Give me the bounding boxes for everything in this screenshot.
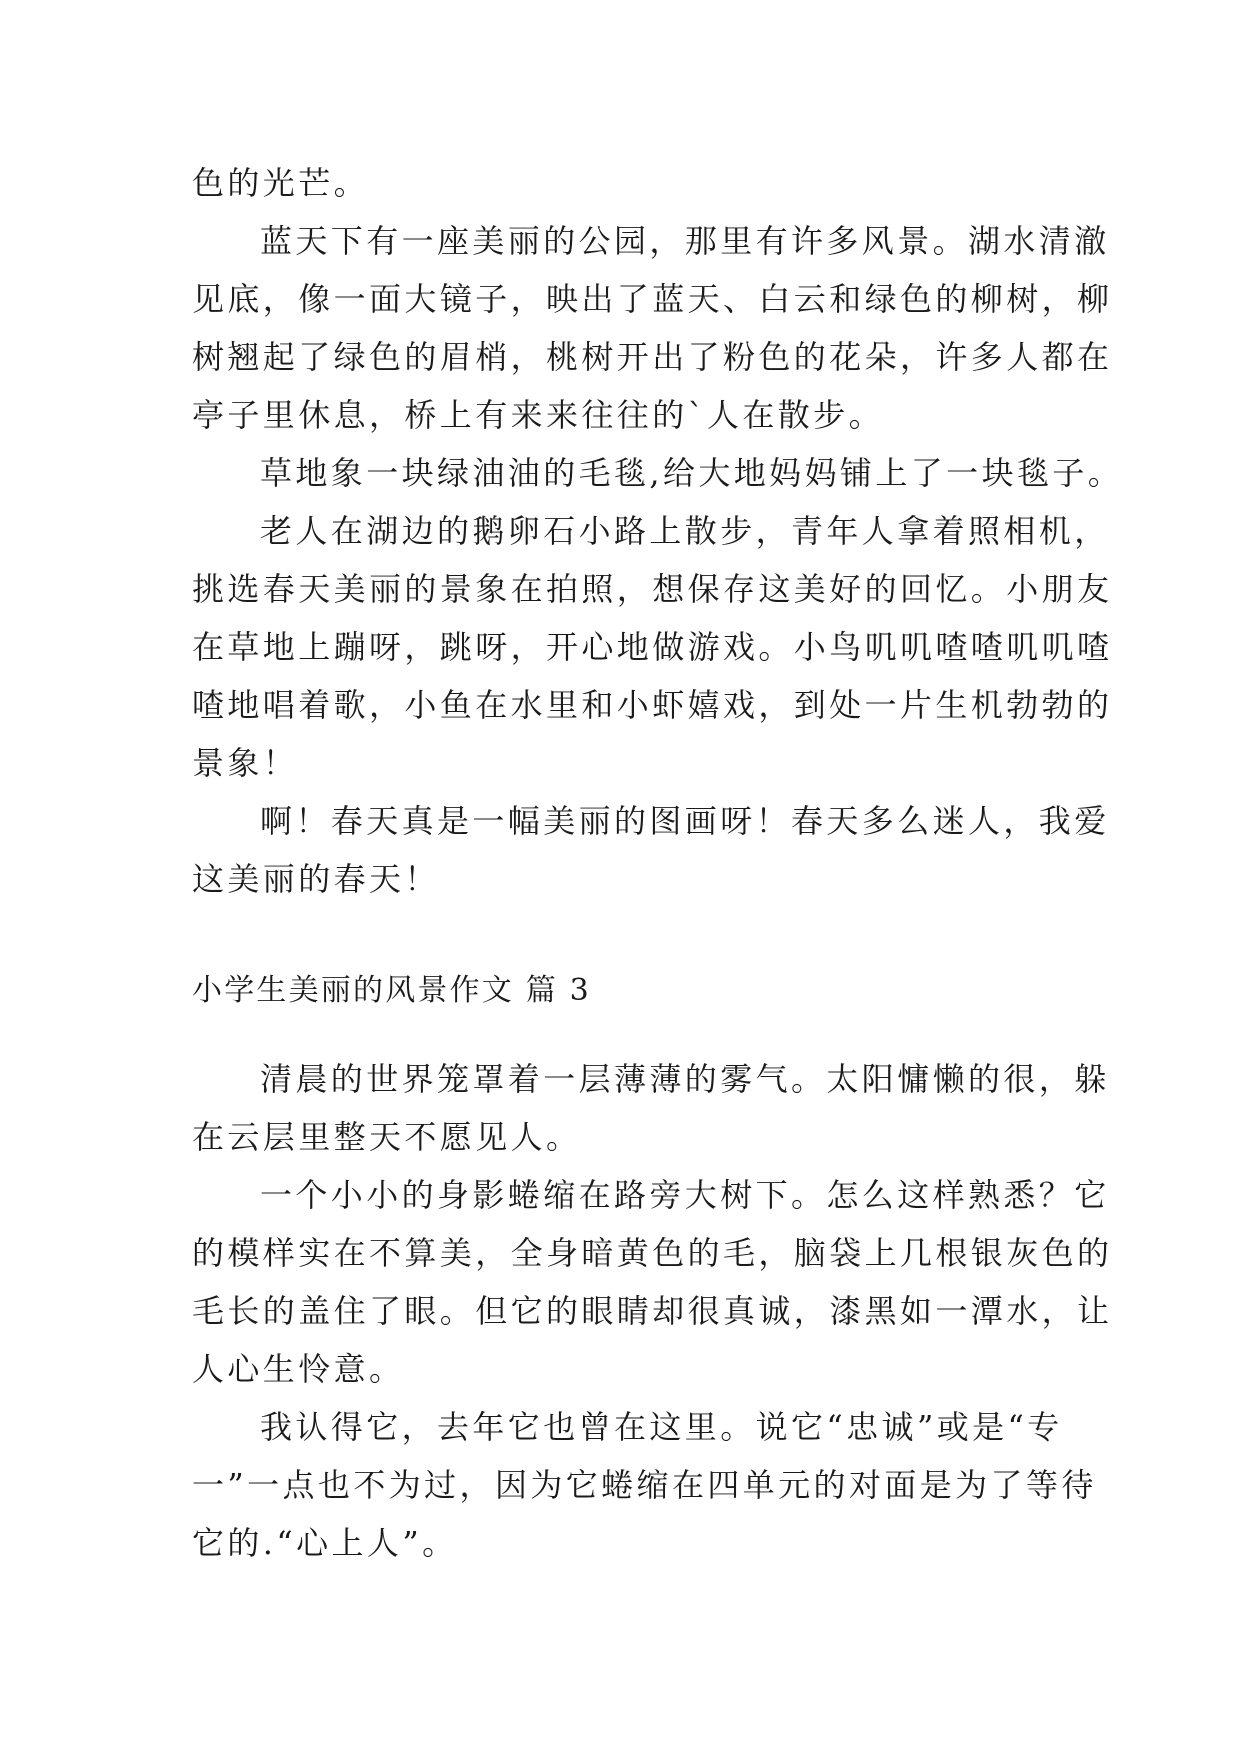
- text-line: 色的光芒。: [192, 164, 370, 202]
- text-line: 的模样实在不算美，全身暗黄色的毛，脑袋上几根银灰色的: [192, 1234, 1113, 1272]
- text-line: 在云层里整天不愿见人。: [192, 1118, 582, 1156]
- text-line: 亭子里休息，桥上有来来往往的`人在散步。: [192, 396, 885, 434]
- text-line: 一”一点也不为过，因为它蜷缩在四单元的对面是为了等待: [192, 1466, 1097, 1504]
- text-line: 挑选春天美丽的景象在拍照，想保存这美好的回忆。小朋友: [192, 570, 1113, 608]
- paragraph-start-line: 草地象一块绿油油的毛毯,给大地妈妈铺上了一块毯子。: [260, 454, 1124, 492]
- paragraph-start-line: 蓝天下有一座美丽的公园，那里有许多风景。湖水清澈: [260, 222, 1110, 260]
- paragraph-start-line: 老人在湖边的鹅卵石小路上散步，青年人拿着照相机，: [260, 512, 1110, 550]
- text-line: 人心生怜意。: [192, 1350, 405, 1388]
- paragraph-start-line: 我认得它，去年它也曾在这里。说它“忠诚”或是“专: [260, 1408, 1063, 1446]
- paragraph-start-line: 啊！春天真是一幅美丽的图画呀！春天多么迷人，我爱: [260, 802, 1110, 840]
- text-line: 见底，像一面大镜子，映出了蓝天、白云和绿色的柳树，柳: [192, 280, 1113, 318]
- text-line: 喳地唱着歌，小鱼在水里和小虾嬉戏，到处一片生机勃勃的: [192, 686, 1113, 724]
- text-line: 在草地上蹦呀，跳呀，开心地做游戏。小鸟叽叽喳喳叽叽喳: [192, 628, 1113, 666]
- text-line: 它的.“心上人”。: [192, 1524, 458, 1562]
- text-line: 毛长的盖住了眼。但它的眼睛却很真诚，漆黑如一潭水，让: [192, 1292, 1113, 1330]
- text-line: 树翘起了绿色的眉梢，桃树开出了粉色的花朵，许多人都在: [192, 338, 1113, 376]
- paragraph-start-line: 清晨的世界笼罩着一层薄薄的雾气。太阳慵懒的很，躲: [260, 1060, 1110, 1098]
- section-heading: 小学生美丽的风景作文 篇 3: [192, 973, 591, 1008]
- text-line: 景象！: [192, 744, 299, 782]
- document-body: [192, 154, 1124, 1572]
- text-line: 这美丽的春天！: [192, 860, 440, 898]
- paragraph-start-line: 一个小小的身影蜷缩在路旁大树下。怎么这样熟悉？它: [260, 1176, 1110, 1214]
